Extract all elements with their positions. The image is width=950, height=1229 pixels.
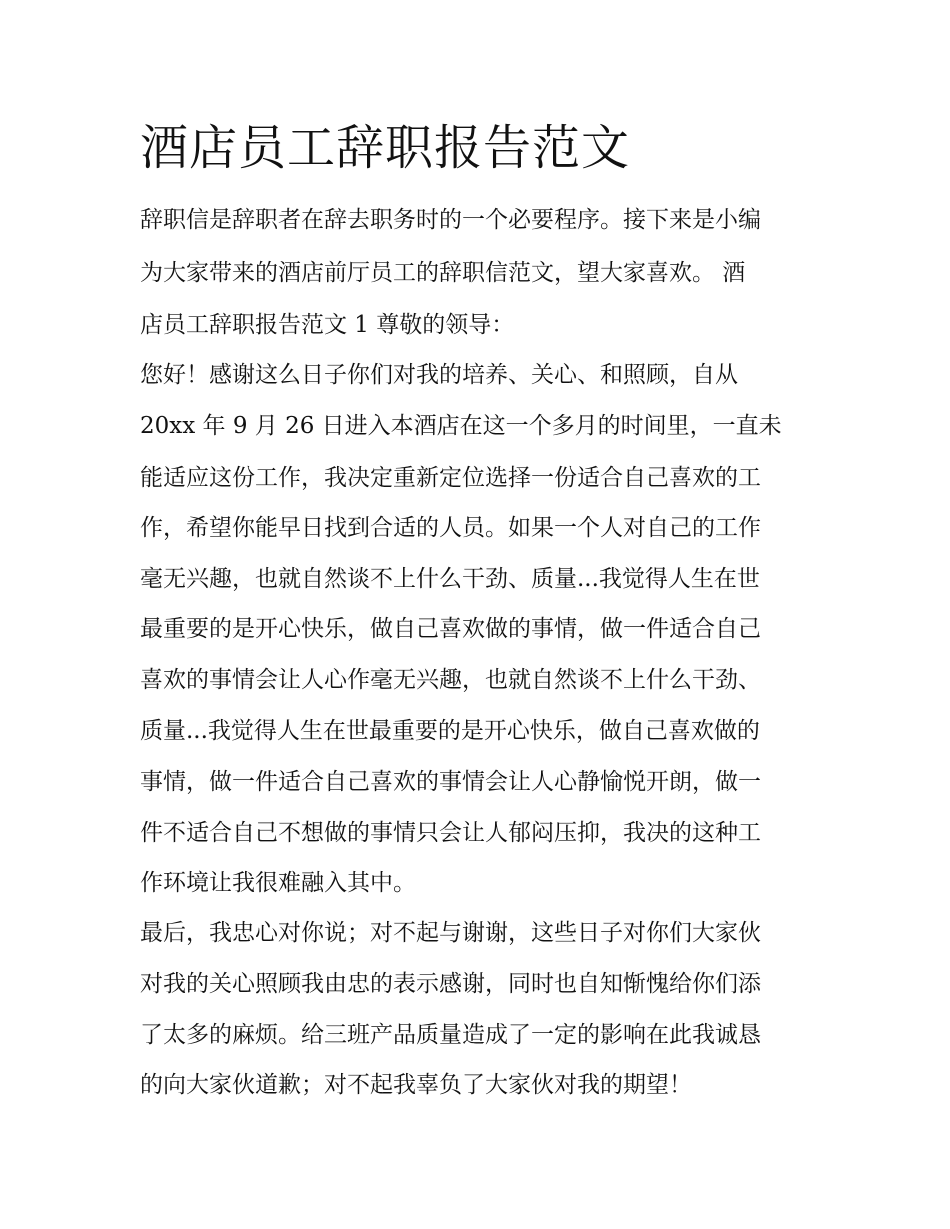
body-line: 毫无兴趣，也就自然谈不上什么干劲、质量...我觉得人生在世 (140, 566, 760, 592)
body-line: 作环境让我很难融入其中。 (140, 870, 416, 896)
body-line: 您好！感谢这么日子你们对我的培养、关心、和照顾，自从 (140, 362, 738, 388)
body-line: 对我的关心照顾我由忠的表示感谢，同时也自知惭愧给你们添 (140, 971, 761, 997)
document-title: 酒店员工辞职报告范文 (140, 120, 631, 176)
body-line: 件不适合自己不想做的事情只会让人郁闷压抑，我决的这种工 (140, 820, 761, 846)
body-line: 最后，我忠心对你说；对不起与谢谢，这些日子对你们大家伙 (140, 920, 761, 946)
body-line: 最重要的是开心快乐，做自己喜欢做的事情，做一件适合自己 (140, 616, 761, 642)
body-line: 能适应这份工作，我决定重新定位选择一份适合自己喜欢的工 (140, 465, 761, 491)
body-line: 的向大家伙道歉；对不起我辜负了大家伙对我的期望！ (140, 1072, 692, 1098)
body-line: 店员工辞职报告范文 1 尊敬的领导： (140, 312, 515, 338)
body-line: 了太多的麻烦。给三班产品质量造成了一定的影响在此我诚恳 (140, 1022, 761, 1048)
body-line: 为大家带来的酒店前厅员工的辞职信范文，望大家喜欢。 酒 (140, 260, 746, 286)
body-line: 作，希望你能早日找到合适的人员。如果一个人对自己的工作 (140, 515, 761, 541)
body-line: 辞职信是辞职者在辞去职务时的一个必要程序。接下来是小编 (140, 207, 761, 233)
body-line: 质量...我觉得人生在世最重要的是开心快乐，做自己喜欢做的 (140, 718, 760, 744)
body-line: 事情，做一件适合自己喜欢的事情会让人心静愉悦开朗，做一 (140, 769, 761, 795)
body-line: 喜欢的事情会让人心作毫无兴趣，也就自然谈不上什么干劲、 (140, 667, 761, 693)
body-line: 20xx 年 9 月 26 日进入本酒店在这一个多月的时间里，一直未 (140, 413, 782, 439)
